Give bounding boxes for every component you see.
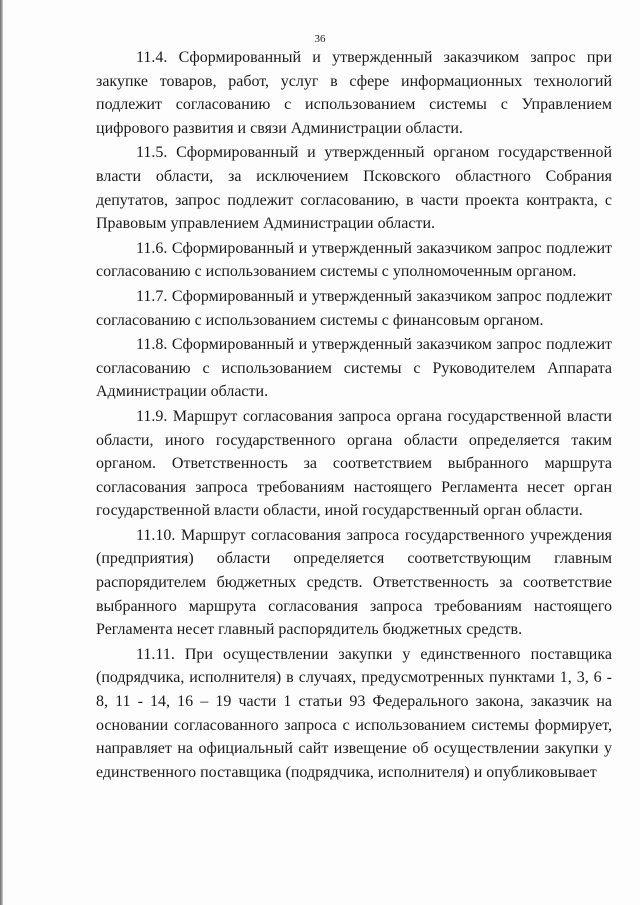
- scan-edge: [0, 0, 3, 905]
- paragraph-11-11: 11.11. При осуществлении закупки у единственного поставщика (подрядчика, исполнителя) в случаях, предусмотренных пунктами 1, 3, 6 - 8, 11 - 14, 16 – 19 части 1 статьи 93 Федерального закона, заказчик на основании согласованного запроса с использованием системы формирует, направляет на официальный сайт извещение об осуществлении закупки у единственного поставщика (подрядчика, исполнителя) и опубликовывает: [96, 645, 612, 781]
- paragraph-11-6: 11.6. Сформированный и утвержденный заказчиком запрос подлежит согласованию с использованием системы с уполномоченным органом.: [96, 239, 612, 281]
- paragraph-11-10: 11.10. Маршрут согласования запроса государственного учреждения (предприятия) области определяется соответствующим главным распорядителем бюджетных средств. Ответственность за соответствие выбранного маршрута согласования запроса требованиям настоящего Регламента несет главный распорядитель бюджетных средств.: [96, 526, 612, 639]
- paragraph-11-7: 11.7. Сформированный и утвержденный заказчиком запрос подлежит согласованию с использованием системы с финансовым органом.: [96, 287, 612, 329]
- page-number: 36: [314, 33, 326, 45]
- paragraph-11-5: 11.5. Сформированный и утвержденный органом государственной власти области, за исключением Псковского областного Собрания депутатов, запрос подлежит согласованию, в части проекта контракта, с Правовым управлением Администрации области.: [96, 144, 612, 233]
- paragraph-11-9: 11.9. Маршрут согласования запроса органа государственной власти области, иного государственного органа области определяется таким органом. Ответственность за соответствием выбранного маршрута согласования запроса требованиям настоящего Регламента несет орган государственной власти области, иной государственный орган области.: [96, 407, 612, 520]
- document-body: [96, 46, 612, 785]
- paragraph-11-8: 11.8. Сформированный и утвержденный заказчиком запрос подлежит согласованию с использованием системы с Руководителем Аппарата Администрации области.: [96, 336, 612, 401]
- paragraph-11-4: 11.4. Сформированный и утвержденный заказчиком запрос при закупке товаров, работ, услуг в сфере информационных технологий подлежит согласованию с использованием системы с Управлением цифрового развития и связи Администрации области.: [96, 49, 612, 137]
